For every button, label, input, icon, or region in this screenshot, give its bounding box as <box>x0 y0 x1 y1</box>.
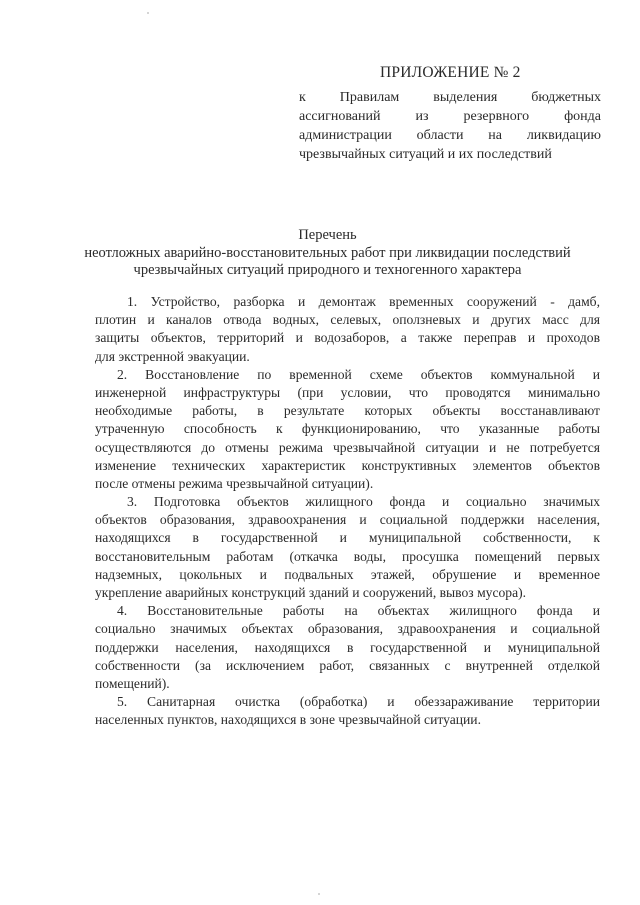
appendix-title: ПРИЛОЖЕНИЕ № 2 <box>380 64 521 81</box>
list-item-line: помещений). <box>95 675 170 691</box>
list-item-line: населенных пунктов, находящихся в зоне чрезвычайной ситуации. <box>95 712 481 728</box>
document-heading: Перечень <box>298 227 357 243</box>
works-list <box>95 293 600 730</box>
list-item-line: утраченную способность к функционированию, что указанные работы <box>95 421 600 437</box>
list-item-line: 1. Устройство, разборка и демонтаж временных сооружений - дамб, <box>127 294 600 309</box>
list-item-line: инженерной инфраструктуры (при условии, что проводятся минимально <box>95 384 600 400</box>
appendix-reference <box>299 88 601 164</box>
list-item-line: защиты объектов, территорий и водозаборов, а также переправ и проходов <box>95 330 600 346</box>
list-item-line: объектов образования, здравоохранения и социальной поддержки населения, <box>95 512 600 528</box>
list-item-line: после отмены режима чрезвычайной ситуации). <box>95 475 374 491</box>
list-item-line: изменение технических характеристик конструктивных элементов объектов <box>95 457 600 473</box>
list-item-line: социально значимых объектах образования, здравоохранения и социальной <box>95 621 600 637</box>
list-item-line: собственности (за исключением работ, связанных с внутренней отделкой <box>95 657 600 673</box>
list-item-line: осуществляются до отмены режима чрезвычайной ситуации и не потребуется <box>95 439 600 455</box>
list-item-line: плотин и каналов отвода водных, селевых, оползневых и других масс для <box>95 312 600 328</box>
list-item-line: необходимые работы, в результате которых объекты восстанавливают <box>95 403 600 419</box>
appendix-line: администрации области на ликвидацию <box>299 128 601 143</box>
list-item-line: надземных, цокольных и подвальных этажей, обрушение и временное <box>95 566 600 582</box>
scan-speck <box>147 12 149 14</box>
list-item-line: укрепление аварийных конструкций зданий и сооружений, вывоз мусора). <box>95 585 527 600</box>
document-subheading: чрезвычайных ситуаций природного и техногенного характера <box>133 262 522 278</box>
list-item-line: 2. Восстановление по временной схеме объектов коммунальной и <box>117 366 600 382</box>
list-item-line: 5. Санитарная очистка (обработка) и обеззараживание территории <box>117 694 600 710</box>
list-item-line: 4. Восстановительные работы на объектах жилищного фонда и <box>117 603 600 619</box>
document-subheading: неотложных аварийно-восстановительных работ при ликвидации последствий <box>84 245 571 261</box>
appendix-line: ассигнований из резервного фонда <box>299 109 601 124</box>
list-item-line: 3. Подготовка объектов жилищного фонда и социально значимых <box>127 494 600 510</box>
appendix-line: к Правилам выделения бюджетных <box>299 90 601 105</box>
list-item-line: находящихся в государственной и муниципальной собственности, к <box>95 530 600 546</box>
list-item-line: поддержки населения, находящихся в государственной и муниципальной <box>95 639 600 655</box>
appendix-line: чрезвычайных ситуаций и их последствий <box>299 147 552 162</box>
scan-speck <box>318 893 320 895</box>
list-item-line: восстановительным работам (откачка воды, просушка помещений первых <box>95 548 600 564</box>
list-item-line: для экстренной эвакуации. <box>95 348 250 364</box>
